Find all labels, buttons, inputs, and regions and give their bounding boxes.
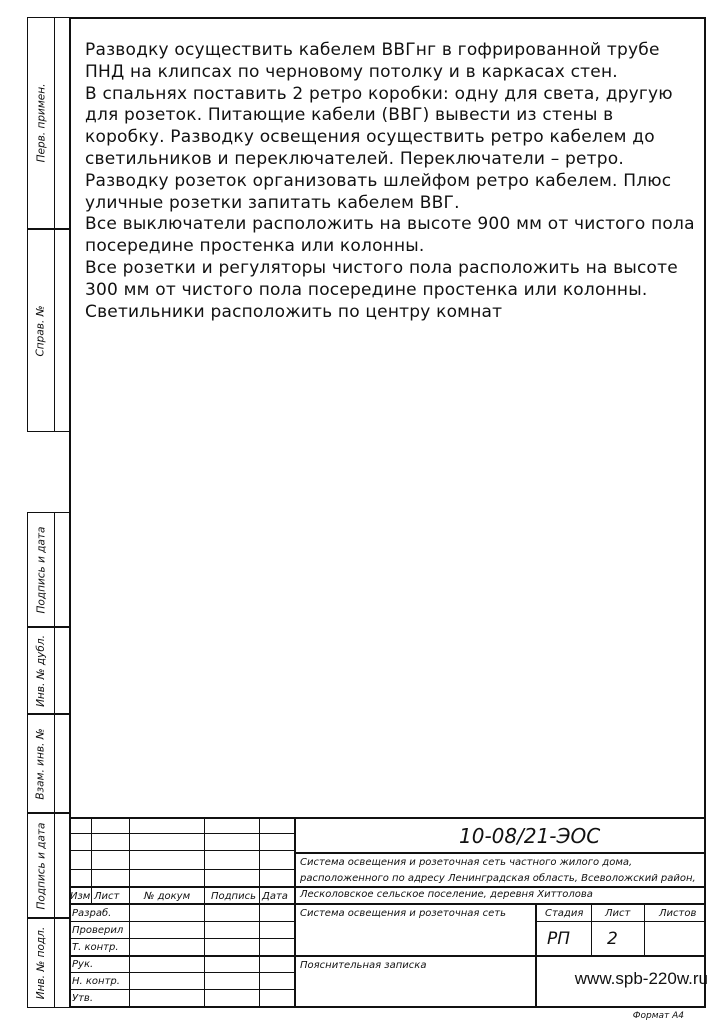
role-ruk: Рук. — [72, 959, 94, 970]
role-razrab: Разраб. — [72, 907, 112, 919]
stage-value: РП — [547, 929, 571, 949]
side-label-podpis-1: Подпись и дата — [35, 526, 48, 613]
document-type: Пояснительная записка — [300, 959, 427, 971]
strip-perv-primen — [27, 17, 69, 229]
sheet-value: 2 — [607, 929, 618, 949]
side-label-inv-podl: Инв. № подл. — [35, 926, 48, 1000]
paragraph: Светильники расположить по центру комнат — [85, 301, 503, 322]
side-label-vzam-inv: Взам. инв. № — [35, 727, 48, 800]
strip-vzam-inv — [27, 714, 69, 813]
section-title: Система освещения и розеточная сеть — [300, 907, 506, 919]
strip-sprav — [27, 229, 69, 432]
side-label-podpis-2: Подпись и дата — [35, 822, 48, 909]
strip-inv-podl — [27, 918, 69, 1008]
website-watermark: www.spb-220w.ru — [574, 969, 708, 988]
stage-label: Стадия — [545, 907, 584, 919]
strip-inv-dubl — [27, 627, 69, 714]
side-label-sprav: Справ. № — [35, 304, 47, 357]
role-n-kontr: Н. контр. — [72, 975, 120, 987]
role-utv: Утв. — [72, 993, 93, 1004]
role-proveril: Проверил — [72, 924, 124, 936]
format-label: Формат А4 — [632, 1011, 684, 1021]
sheet-label: Лист — [605, 907, 631, 919]
header-doc-no: № докум — [144, 890, 191, 902]
explanatory-text — [85, 40, 695, 323]
paragraph: Все выключатели расположить на высоте 900 мм от чистого пола посередине простенка или колонны. — [85, 214, 695, 257]
strip-podpis-1 — [27, 512, 69, 627]
side-label-perv-primen: Перв. примен. — [35, 83, 48, 163]
document-code: 10-08/21-ЭОС — [459, 824, 601, 848]
side-label-inv-dubl: Инв. № дубл. — [35, 634, 47, 707]
paragraph: Разводку осуществить кабелем ВВГнг в гофрированной трубе ПНД на клипсах по черновому потолку и в каркасах стен. — [85, 40, 660, 82]
project-title: Система освещения и розеточная сеть частного жилого дома, расположенного по адресу Ленинградская область, Всеволожский район, Лесколовское сельское поселение, деревня Хиттолова — [300, 857, 696, 900]
header-signature: Подпись — [211, 890, 256, 902]
role-t-kontr: Т. контр. — [72, 941, 119, 953]
header-list: Лист — [94, 890, 120, 902]
strip-podpis-2 — [27, 813, 69, 918]
paragraph: Все розетки и регуляторы чистого пола расположить на высоте 300 мм от чистого пола посередине простенка или колонны. — [85, 257, 678, 300]
sheets-label: Листов — [659, 907, 697, 919]
paragraph: В спальнях поставить 2 ретро коробки: одну для света, другую для розеток. Питающие кабели (ВВГ) вывести из стены в коробку. Разводку освещения осуществить ретро кабелем до светильников и переключателей. Переключатели – ретро. Разводку розеток организовать шлейфом ретро кабелем. Плюс уличные розетки запитать кабелем ВВГ. — [85, 83, 673, 213]
header-izm: Изм — [70, 890, 91, 902]
header-date: Дата — [262, 890, 288, 902]
